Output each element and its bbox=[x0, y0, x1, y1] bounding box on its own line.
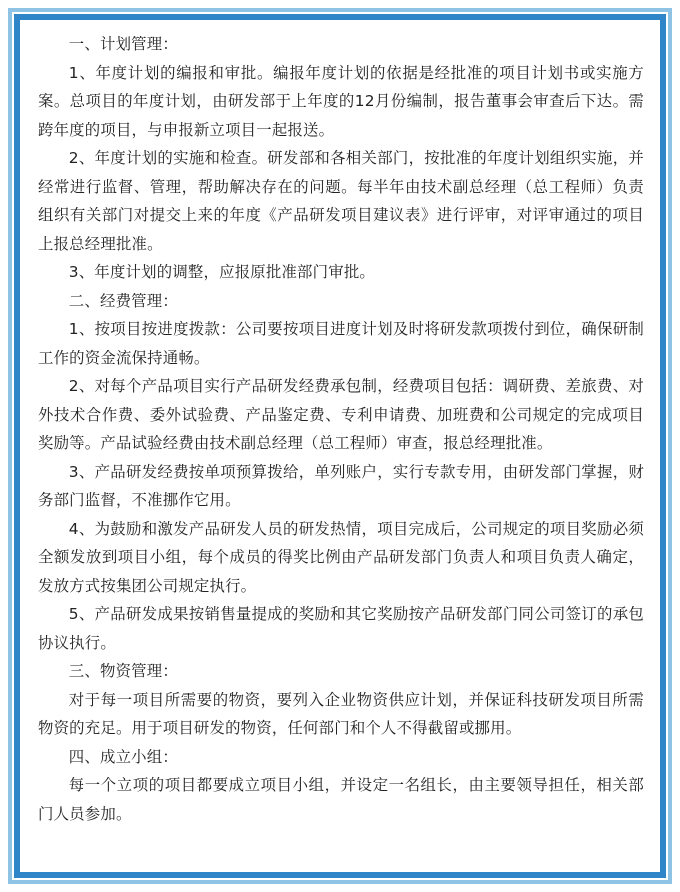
paragraph-funding-5: 5、产品研发成果按销售量提成的奖励和其它奖励按产品研发部门同公司签订的承包协议执行。 bbox=[38, 605, 644, 652]
paragraph-funding-4: 4、为鼓励和激发产品研发人员的研发热情，项目完成后，公司规定的项目奖励必须全额发放到项目小组，每个成员的得奖比例由产品研发部门负责人和项目负责人确定，发放方式按集团公司规定执行。 bbox=[38, 519, 644, 595]
paragraph-funding-2: 2、对每个产品项目实行产品研发经费承包制，经费项目包括：调研费、差旅费、对外技术合作费、委外试验费、产品鉴定费、专利申请费、加班费和公司规定的完成项目奖励等。产品试验经费由技术副总经理（总工程师）审查，报总经理批准。 bbox=[38, 377, 644, 452]
paragraph-team-1: 每一个立项的项目都要成立项目小组，并设定一名组长，由主要领导担任，相关部门人员参加。 bbox=[38, 776, 644, 823]
paragraph-funding-1: 1、按项目按进度拨款：公司要按项目进度计划及时将研发款项拨付到位，确保研制工作的资金流保持通畅。 bbox=[38, 320, 644, 367]
paragraph-materials-1: 对于每一项目所需要的物资，要列入企业物资供应计划，并保证科技研发项目所需物资的充足。用于项目研发的物资，任何部门和个人不得截留或挪用。 bbox=[38, 690, 644, 737]
section-heading-plan: 一、计划管理： bbox=[68, 35, 178, 53]
paragraph-plan-2: 2、年度计划的实施和检查。研发部和各相关部门，按批准的年度计划组织实施，并经常进行监督、管理，帮助解决存在的问题。每半年由技术副总经理（总工程师）负责组织有关部门对提交上来的年度《产品研发项目建议表》进行评审，对评审通过的项目上报总经理批准。 bbox=[38, 149, 644, 253]
paragraph-plan-3: 3、年度计划的调整，应报原批准部门审批。 bbox=[68, 263, 376, 281]
section-heading-team: 四、成立小组： bbox=[68, 747, 178, 766]
paragraph-plan-1: 1、年度计划的编报和审批。编报年度计划的依据是经批准的项目计划书或实施方案。总项目的年度计划，由研发部于上年度的12月份编制，报告董事会审查后下达。需跨年度的项目，与申报新立项目一起报送。 bbox=[38, 63, 644, 139]
section-heading-funding: 二、经费管理： bbox=[68, 291, 178, 310]
section-heading-materials: 三、物资管理： bbox=[68, 662, 178, 680]
paragraph-funding-3: 3、产品研发经费按单项预算拨给，单列账户，实行专款专用，由研发部门掌握，财务部门监督，不准挪作它用。 bbox=[38, 462, 644, 509]
document-body bbox=[38, 30, 644, 828]
